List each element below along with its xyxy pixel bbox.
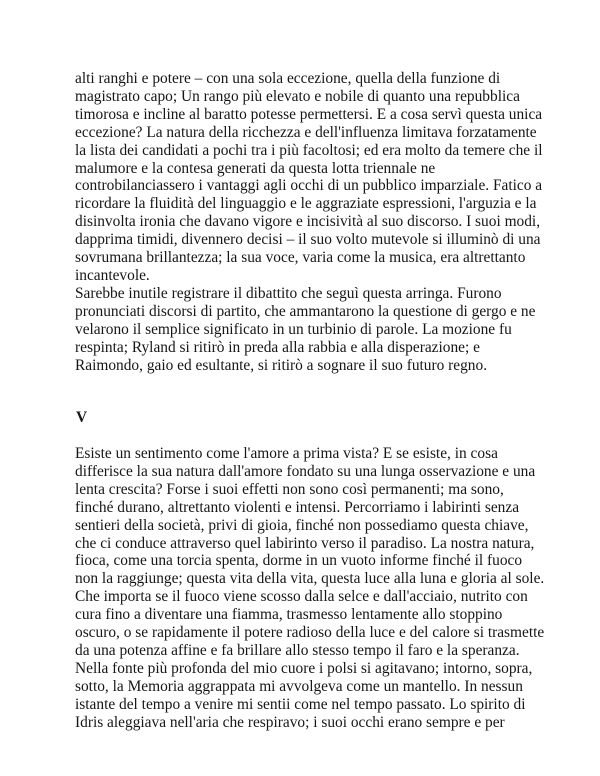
text-line: sotto, la Memoria aggrappata mi avvolgeva come un mantello. In nessun: [75, 677, 523, 695]
text-line: ricordare la fluidità del linguaggio e le aggraziate espressioni, l'arguzia e la: [75, 195, 537, 213]
text-line: Nella fonte più profonda del mio cuore i polsi si agitavano; intorno, sopra,: [75, 659, 533, 677]
section-heading: V: [76, 409, 88, 426]
text-line: da una potenza affine e fa brillare allo stesso tempo il faro e la speranza.: [75, 641, 520, 659]
text-line: respinta; Ryland si ritirò in preda alla rabbia e alla disperazione; e: [75, 338, 480, 356]
text-line: Sarebbe inutile registrare il dibattito che seguì questa arringa. Furono: [75, 285, 502, 302]
text-line: istante del tempo a venire mi sentii come nel tempo passato. Lo spirito di: [75, 695, 526, 713]
text-line: Idris aleggiava nell'aria che respiravo; i suoi occhi erano sempre e per: [75, 713, 505, 731]
text-line: dapprima timidi, divennero decisi – il suo volto mutevole si illuminò di una: [75, 231, 541, 249]
text-line: alti ranghi e potere – con una sola eccezione, quella della funzione di: [75, 70, 501, 87]
text-line: Raimondo, gaio ed esultante, si ritirò a sognare il suo futuro regno.: [75, 356, 488, 374]
text-line: oscuro, o se rapidamente il potere radioso della luce e del calore si trasmette: [75, 624, 545, 642]
text-line: differisce la sua natura dall'amore fondato su una lunga osservazione e una: [75, 462, 536, 480]
text-line: controbilanciassero i vantaggi agli occhi di un pubblico imparziale. Fatico a: [75, 177, 543, 195]
text-line: cura fino a diventare una fiamma, trasmesso lentamente allo stoppino: [75, 606, 503, 624]
text-line: timorosa e incline al baratto potesse permettersi. E a cosa servì questa unica: [75, 105, 543, 123]
text-line: non la raggiunge; questa vita della vita, questa luce alla luna e gloria al sole.: [75, 570, 545, 588]
text-line: sentieri della società, privi di gioia, finché non possediamo questa chiave,: [75, 516, 529, 534]
text-line: eccezione? La natura della ricchezza e dell'influenza limitava forzatamente: [75, 123, 537, 141]
text-line: Esiste un sentimento come l'amore a prima vista? E se esiste, in cosa: [75, 445, 498, 462]
text-line: magistrato capo; Un rango più elevato e nobile di quanto una repubblica: [75, 87, 520, 105]
text-line: che ci conduce attraverso quel labirinto verso il paradiso. La nostra natura,: [75, 534, 535, 552]
text-line: fioca, come una torcia spenta, dorme in un vuoto informe finché il fuoco: [75, 552, 523, 570]
text-line: sovrumana brillantezza; la sua voce, varia come la musica, era altrettanto: [75, 249, 526, 267]
paragraph-3: [75, 445, 545, 732]
text-line: pronunciati discorsi di partito, che ammantarono la questione di gergo e ne: [75, 302, 536, 320]
text-line: incantevole.: [75, 266, 150, 284]
text-line: finché durano, altrettanto violenti e intensi. Percorriamo i labirinti senza: [75, 498, 520, 516]
text-line: la lista dei candidati a pochi tra i più facoltosi; ed era molto da temere che il: [75, 141, 543, 159]
paragraph-1: [75, 70, 543, 285]
text-line: lenta crescita? Forse i suoi effetti non sono così permanenti; ma sono,: [75, 480, 504, 498]
paragraph-2: [75, 285, 535, 375]
text-line: malumore e la contesa generati da questa lotta triennale ne: [75, 159, 436, 177]
text-line: disinvolta ironia che davano vigore e incisività al suo discorso. I suoi modi,: [75, 213, 541, 231]
text-line: Che importa se il fuoco viene scosso dalla selce e dall'acciaio, nutrito con: [75, 588, 528, 606]
text-line: velarono il semplice significato in un turbinio di parole. La mozione fu: [75, 320, 512, 338]
